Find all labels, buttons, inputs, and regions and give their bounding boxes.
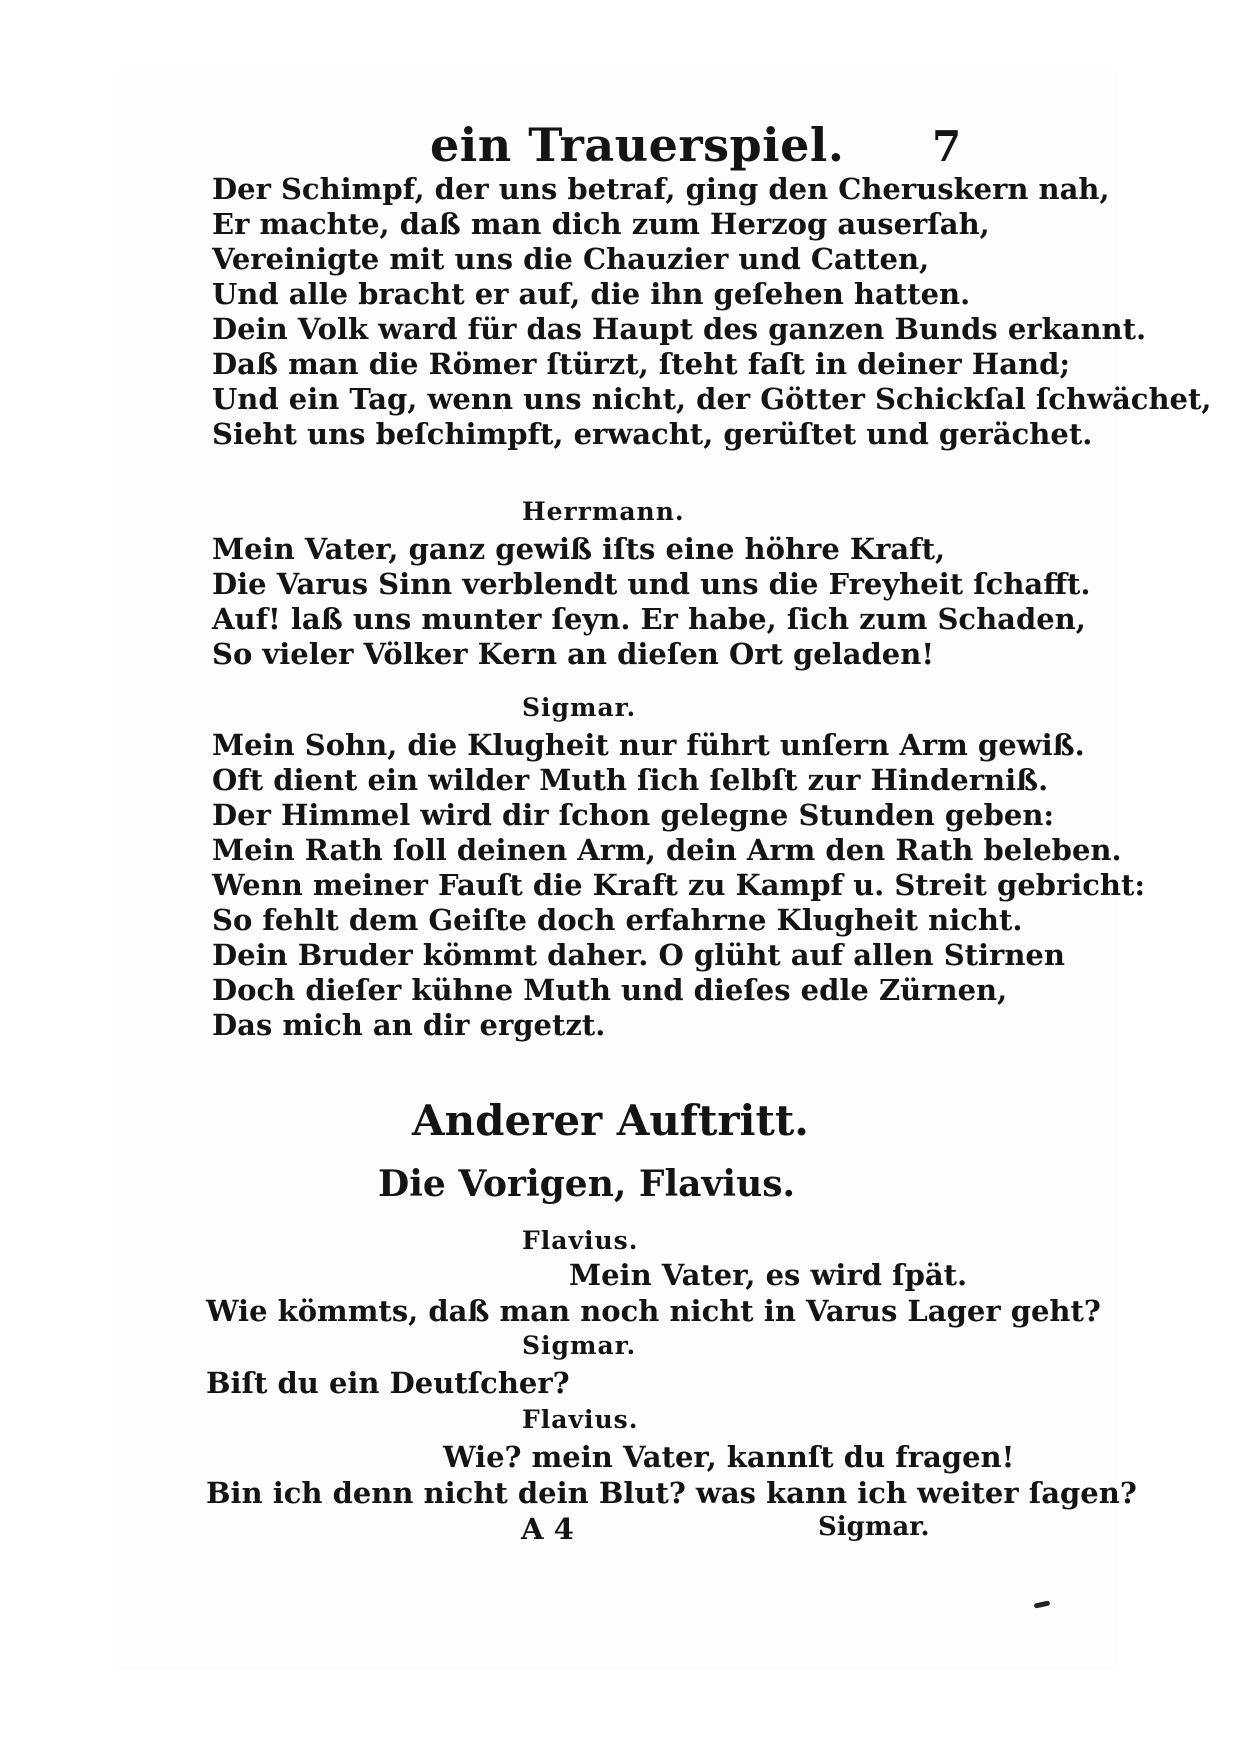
dialogue-line: Biſt du ein Deutſcher? [206, 1366, 570, 1400]
verse-line: Daß man die Römer ſtürzt, ſteht faſt in deiner Hand; [212, 347, 1071, 381]
verse-block-2 [212, 532, 1091, 672]
dialogue-line: Wie? mein Vater, kannſt du fragen! [443, 1440, 1015, 1474]
speaker-flavius: Flavius. [522, 1405, 639, 1434]
speaker-sigmar: Sigmar. [522, 693, 637, 722]
verse-line: Mein Sohn, die Klugheit nur führt unſern Arm gewiß. [212, 728, 1085, 762]
verse-block-1 [212, 172, 1211, 452]
verse-line: So vieler Völker Kern an dieſen Ort geladen! [212, 637, 935, 671]
catchword: Sigmar. [818, 1512, 930, 1542]
scene-heading: Anderer Auftritt. [412, 1096, 809, 1145]
scene-cast: Die Vorigen, Flavius. [378, 1163, 796, 1205]
signature-mark: A 4 [521, 1512, 574, 1546]
verse-line: Der Himmel wird dir ſchon gelegne Stunden geben: [212, 798, 1055, 832]
verse-line: Er machte, daß man dich zum Herzog auserſah, [212, 207, 990, 241]
verse-line: Das mich an dir ergetzt. [212, 1008, 606, 1042]
verse-line: So fehlt dem Geiſte doch erfahrne Klugheit nicht. [212, 903, 1023, 937]
verse-line: Mein Vater, ganz gewiß iſts eine höhre Kraft, [212, 532, 946, 566]
dialogue-line: Wie kömmts, daß man noch nicht in Varus Lager geht? [206, 1294, 1101, 1328]
speaker-flavius: Flavius. [522, 1226, 639, 1255]
verse-line: Sieht uns beſchimpft, erwacht, gerüſtet und gerächet. [212, 417, 1093, 451]
page-number: 7 [932, 122, 962, 171]
verse-line: Vereinigte mit uns die Chauzier und Catten, [212, 242, 930, 276]
verse-line: Oft dient ein wilder Muth ſich ſelbſt zur Hinderniß. [212, 763, 1049, 797]
verse-line: Und alle bracht er auf, die ihn geſehen hatten. [212, 277, 971, 311]
verse-line: Die Varus Sinn verblendt und uns die Freyheit ſchafft. [212, 567, 1091, 601]
verse-line: Auf! laß uns munter ſeyn. Er habe, ſich zum Schaden, [212, 602, 1086, 636]
dialogue-line: Mein Vater, es wird ſpät. [569, 1258, 968, 1292]
verse-line: Wenn meiner Fauſt die Kraft zu Kampf u. Streit gebricht: [212, 868, 1146, 902]
verse-line: Doch dieſer kühne Muth und dieſes edle Zürnen, [212, 973, 1008, 1007]
verse-line: Dein Bruder kömmt daher. O glüht auf allen Stirnen [212, 938, 1065, 972]
dialogue-line: Bin ich denn nicht dein Blut? was kann ich weiter ſagen? [206, 1476, 1137, 1510]
verse-block-3 [212, 728, 1145, 1043]
verse-line: Und ein Tag, wenn uns nicht, der Götter Schickſal ſchwächet, [212, 382, 1212, 416]
running-head-title: ein Trauerspiel. [430, 118, 845, 172]
verse-line: Der Schimpf, der uns betraf, ging den Cheruskern nah, [212, 172, 1110, 206]
verse-line: Mein Rath ſoll deinen Arm, dein Arm den Rath beleben. [212, 833, 1122, 867]
speaker-herrmann: Herrmann. [522, 497, 685, 526]
speaker-sigmar: Sigmar. [522, 1331, 637, 1360]
verse-line: Dein Volk ward für das Haupt des ganzen Bunds erkannt. [212, 312, 1147, 346]
